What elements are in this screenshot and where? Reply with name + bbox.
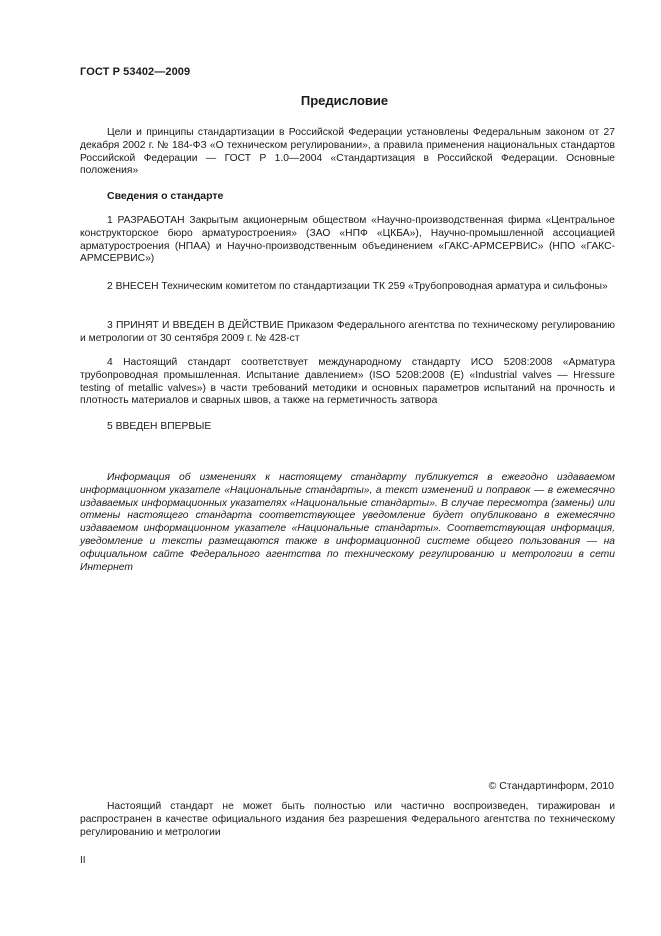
- item-5: 5 ВВЕДЕН ВПЕРВЫЕ: [107, 421, 212, 432]
- preface-title: Предисловие: [300, 93, 389, 108]
- reproduction-notice: Настоящий стандарт не может быть полностью или частично воспроизведен, тиражирован и распространен в качестве официального издания без разрешения Федерального агентства по техническому регулированию и метрологии: [80, 801, 615, 838]
- item-1: 1 РАЗРАБОТАН Закрытым акционерным обществом «Научно-производственная фирма «Центральное конструкторское бюро арматуростроения» (ЗАО «НПФ «ЦКБА»), Научно-промышленной ассоциацией арматуростроения (НПАА) и Научно-производственным объединением «ГАКС-АРМСЕРВИС» (НПО «ГАКС-АРМСЕРВИС»): [80, 215, 615, 265]
- item-3: 3 ПРИНЯТ И ВВЕДЕН В ДЕЙСТВИЕ Приказом Федерального агентства по техническому регулированию и метрологии от 30 сентября 2009 г. № 428-ст: [80, 320, 615, 344]
- intro-paragraph: Цели и принципы стандартизации в Российской Федерации установлены Федеральным законом от 27 декабря 2002 г. № 184-ФЗ «О техническом регулировании», а правила применения национальных стандартов Российской Федерации — ГОСТ Р 1.0—2004 «Стандартизация в Российской Федерации. Основные положения»: [80, 127, 615, 177]
- item-4: 4 Настоящий стандарт соответствует международному стандарту ИСО 5208:2008 «Арматура трубопроводная промышленная. Испытание давлением» (ISO 5208:2008 (E) «Industrial valves — Нressure testing of metallic valves») в части требований методики и основных параметров испытаний на прочность и плотность материалов и сварных швов, а также на герметичность затвора: [80, 357, 615, 407]
- copyright: © Стандартинформ, 2010: [488, 780, 614, 792]
- changes-notice: Информация об изменениях к настоящему стандарту публикуется в ежегодно издаваемом информационном указателе «Национальные стандарты», а текст изменений и поправок — в ежемесячно издаваемых информационных указателях «Национальные стандарты». В случае пересмотра (замены) или отмены настоящего стандарта соответствующее уведомление будет опубликовано в ежемесячно издаваемом информационном указателе «Национальные стандарты». Соответствующая информация, уведомление и тексты размещаются также в информационной системе общего пользования — на официальном сайте Федерального агентства по техническому регулированию и метрологии в сети Интернет: [80, 472, 615, 573]
- item-2: 2 ВНЕСЕН Техническим комитетом по стандартизации ТК 259 «Трубопроводная арматура и сильфоны»: [107, 281, 608, 292]
- standard-id: ГОСТ Р 53402—2009: [80, 66, 191, 78]
- page-number: II: [80, 855, 86, 866]
- subheading: Сведения о стандарте: [107, 190, 224, 202]
